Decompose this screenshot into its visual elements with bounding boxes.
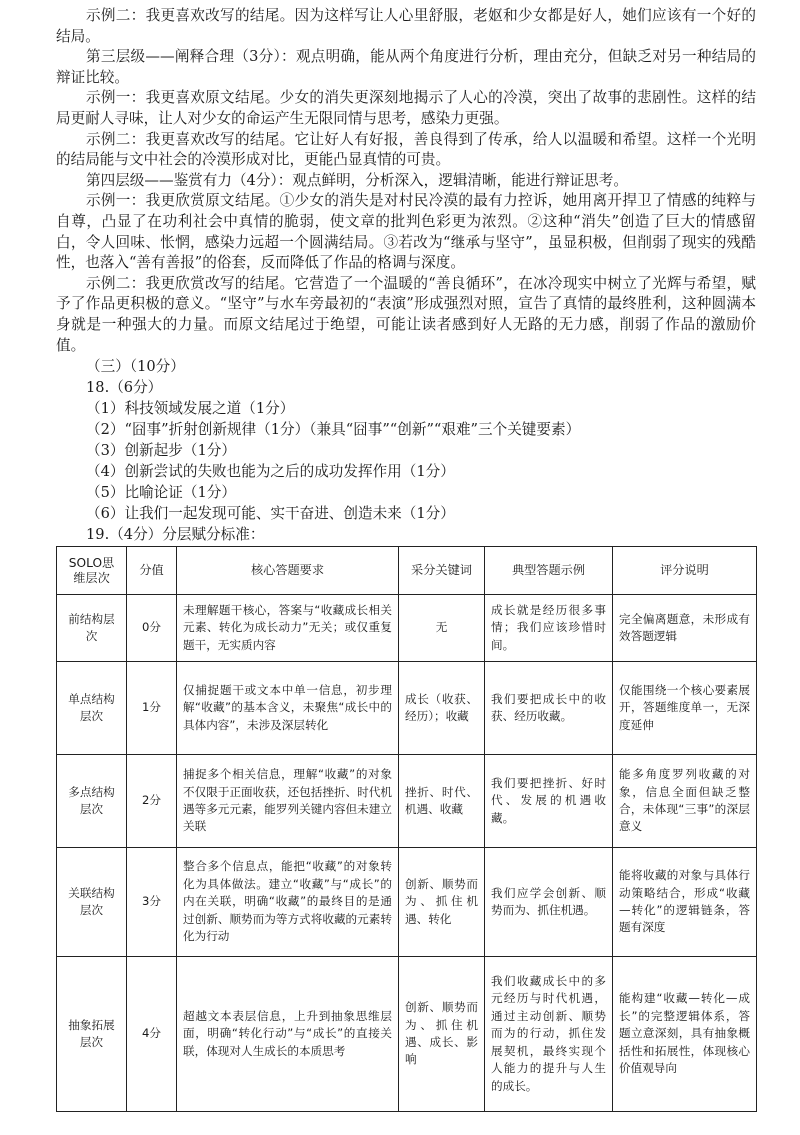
column-header: 核心答题要求 (177, 547, 399, 595)
table-row (57, 957, 757, 1112)
column-header: 分值 (127, 547, 177, 595)
note-cell: 能多角度罗列收藏的对象，信息全面但缺乏整合，未体现“三事”的深层意义 (613, 755, 757, 848)
column-header: SOLO思维层次 (57, 547, 127, 595)
answer-key-text (56, 6, 756, 545)
example-cell: 我们收藏成长中的多元经历与时代机遇，通过主动创新、顺势而为的行动，抓住发展契机，最终实现个人能力的提升与人生的成长。 (485, 957, 613, 1112)
table-row (57, 662, 757, 755)
paragraph: 示例二：我更欣赏改写的结尾。它营造了一个温暖的“善良循环”，在冰冷现实中树立了光辉与希望，赋予了作品更积极的意义。“坚守”与水车旁最初的“表演”形成强烈对照，宣告了真情的最终胜利，这种圆满本身就是一种强大的力量。而原文结尾过于绝望，可能让读者感到好人无路的无力感，削弱了作品的激励价值。 (56, 274, 756, 354)
paragraph: 第四层级——鉴赏有力（4分）：观点鲜明，分析深入，逻辑清晰，能进行辩证思考。 (86, 171, 628, 189)
note-cell: 能将收藏的对象与具体行动策略结合，形成“收藏—转化”的逻辑链条，答题有深度 (613, 848, 757, 957)
score-cell: 1分 (127, 662, 177, 755)
answer-item: （2）“囧事”折射创新规律（1分）（兼具“囧事”“创新”“艰难”三个关键要素） (86, 421, 581, 439)
answer-item: （1）科技领域发展之道（1分） (86, 400, 295, 418)
paragraph: 示例一：我更喜欢原文结尾。少女的消失更深刻地揭示了人心的冷漠，突出了故事的悲剧性。这样的结局更耐人寻味，让人对少女的命运产生无限同情与思考，感染力更强。 (56, 89, 756, 127)
paragraph: 示例二：我更喜欢改写的结尾。它让好人有好报，善良得到了传承，给人以温暖和希望。这样一个光明的结局能与文中社会的冷漠形成对比，更能凸显真情的可贵。 (56, 130, 756, 169)
requirement-cell: 未理解题干核心，答案与“收藏成长相关元素、转化为成长动力”无关；或仅重复题干，无实质内容 (177, 595, 399, 662)
level-cell: 关联结构层次 (57, 848, 127, 957)
keywords-cell: 成长（收获、经历）；收藏 (399, 662, 485, 755)
level-cell: 前结构层次 (57, 595, 127, 662)
column-header: 采分关键词 (399, 547, 485, 595)
section-heading: （三）（10分） (86, 358, 185, 376)
paragraph: 示例二：我更喜欢改写的结尾。因为这样写让人心里舒服，老妪和少女都是好人，她们应该有一个好的结局。 (56, 7, 756, 45)
column-header: 评分说明 (613, 547, 757, 595)
table-row (57, 848, 757, 957)
table-header-row (57, 547, 757, 595)
score-cell: 0分 (127, 595, 177, 662)
table-row (57, 595, 757, 662)
level-cell: 抽象拓展层次 (57, 957, 127, 1112)
note-cell: 仅能围绕一个核心要素展开，答题维度单一，无深度延伸 (613, 662, 757, 755)
keywords-cell: 创新、顺势而为、抓住机遇、成长、影响 (399, 957, 485, 1112)
keywords-cell: 挫折、时代、机遇、收藏 (399, 755, 485, 848)
keywords-cell: 创新、顺势而为、抓住机遇、转化 (399, 848, 485, 957)
requirement-cell: 超越文本表层信息，上升到抽象思维层面，明确“转化行动”与“成长”的直接关联，体现对人生成长的本质思考 (177, 957, 399, 1112)
level-cell: 多点结构层次 (57, 755, 127, 848)
score-cell: 4分 (127, 957, 177, 1112)
score-cell: 3分 (127, 848, 177, 957)
note-cell: 能构建“收藏—转化—成长”的完整逻辑体系，答题立意深刻，具有抽象概括性和拓展性，体现核心价值观导向 (613, 957, 757, 1112)
note-cell: 完全偏离题意，未形成有效答题逻辑 (613, 595, 757, 662)
question-19-heading: 19.（4分）分层赋分标准： (86, 526, 265, 544)
table-row (57, 755, 757, 848)
column-header: 典型答题示例 (485, 547, 613, 595)
answer-item: （5）比喻论证（1分） (86, 484, 236, 502)
requirement-cell: 捕捉多个相关信息，理解“收藏”的对象不仅限于正面收获，还包括挫折、时代机遇等多元元素，能罗列关键内容但未建立关联 (177, 755, 399, 848)
score-cell: 2分 (127, 755, 177, 848)
requirement-cell: 整合多个信息点，能把“收藏”的对象转化为具体做法。建立“收藏”与“成长”的内在关联，明确“收藏”的最终目的是通过创新、顺势而为等方式将收藏的元素转化为行动 (177, 848, 399, 957)
requirement-cell: 仅捕捉题干或文本中单一信息，初步理解“收藏”的基本含义，未聚焦“成长中的具体内容”，未涉及深层转化 (177, 662, 399, 755)
example-cell: 成长就是经历很多事情；我们应该珍惜时间。 (485, 595, 613, 662)
answer-item: （4）创新尝试的失败也能为之后的成功发挥作用（1分） (86, 463, 455, 481)
scoring-table (56, 546, 757, 1112)
answer-item: （3）创新起步（1分） (86, 442, 236, 460)
paragraph: 示例一：我更欣赏原文结尾。①少女的消失是对村民冷漠的最有力控诉，她用离开捍卫了情感的纯粹与自尊，凸显了在功利社会中真情的脆弱，使文章的批判色彩更为浓烈。②这种“消失”创造了巨大的情感留白，令人回味、怅惘，感染力远超一个圆满结局。③若改为“继承与坚守”，虽显积极，但削弱了现实的残酷性，也落入“善有善报”的俗套，反而降低了作品的格调与深度。 (56, 192, 756, 272)
paragraph: 第三层级——阐释合理（3分）：观点明确，能从两个角度进行分析，理由充分，但缺乏对另一种结局的辩证比较。 (56, 48, 756, 86)
question-18-heading: 18.（6分） (86, 379, 163, 397)
answer-item: （6）让我们一起发现可能、实干奋进、创造未来（1分） (86, 505, 455, 523)
keywords-cell: 无 (399, 595, 485, 662)
example-cell: 我们应学会创新、顺势而为、抓住机遇。 (485, 848, 613, 957)
example-cell: 我们要把挫折、好时代、发展的机遇收藏。 (485, 755, 613, 848)
level-cell: 单点结构层次 (57, 662, 127, 755)
example-cell: 我们要把成长中的收获、经历收藏。 (485, 662, 613, 755)
